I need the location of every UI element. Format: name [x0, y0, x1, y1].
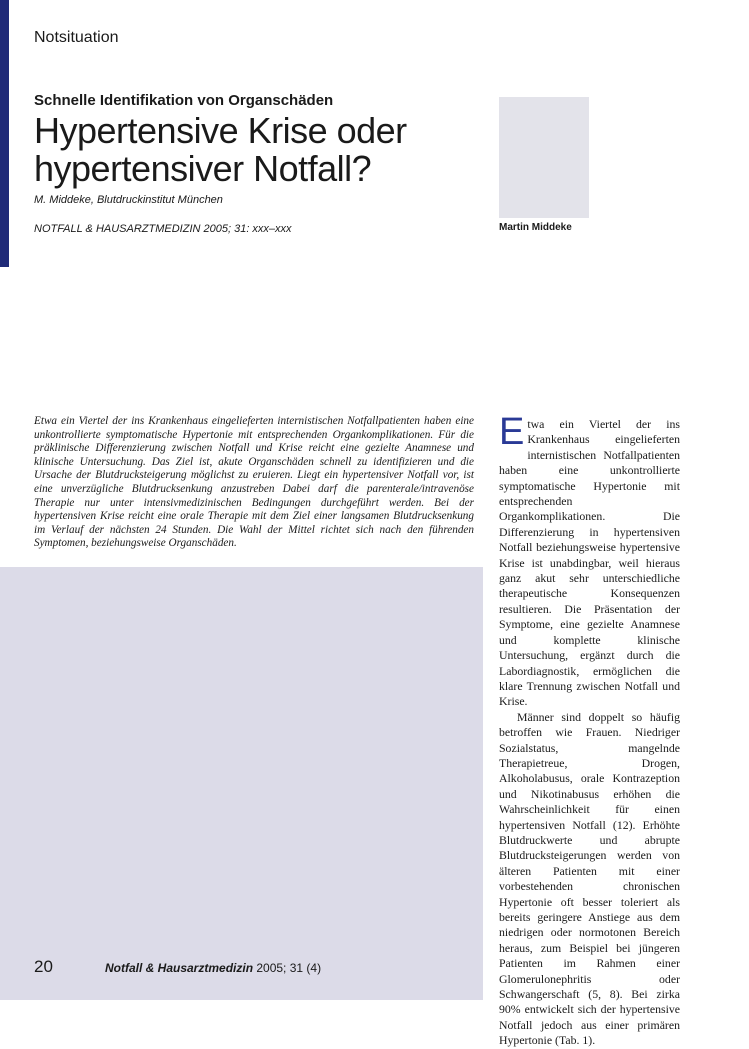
- body-paragraph-2: Männer sind doppelt so häufig betroffen wie Frauen. Niedriger Sozialstatus, mangelnde Therapietreue, Drogen, Alkoholabusus, orale Kontrazeption und Nikotinabusus erhöhen die Wahrscheinlichkeit für einen hypertensiven Notfall (12). Erhöhte Blutdruckwerte und abrupte Blutdrucksteigerungen werden von älteren Patienten mit einer vorbestehenden chronischen Hypertonie oft besser toleriert als bereits geringere Anstiege aus dem niedrigen oder normotonen Bereich heraus, zum Beispiel bei jüngeren Patienten im Rahmen einer Glomerulonephritis oder Schwangerschaft (5, 8). Bei zirka 90% entwickelt sich der hypertensive Notfall jedoch aus einer primären Hypertonie (Tab. 1).: [499, 709, 680, 1048]
- section-accent-bar: [0, 0, 9, 267]
- footer-issue: 2005; 31 (4): [253, 961, 322, 975]
- author-photo-placeholder: [499, 97, 589, 218]
- page-number: 20: [34, 957, 53, 976]
- drop-cap: E: [499, 411, 525, 453]
- author-line: M. Middeke, Blutdruckinstitut München: [34, 194, 223, 206]
- footer-journal: Notfall & Hausarztmedizin: [105, 961, 254, 975]
- article-title: Hypertensive Krise oder hypertensiver Notfall?: [34, 110, 407, 189]
- article-kicker: Schnelle Identifikation von Organschäden: [34, 92, 334, 109]
- shaded-panel: [0, 567, 483, 1000]
- section-label: Notsituation: [34, 29, 119, 46]
- abstract-text: Etwa ein Viertel der ins Krankenhaus eingelieferten internistischen Notfallpatienten haben eine unkontrollierte symptomatische Hypertonie mit entsprechenden Organkomplikationen. Für die präklinische Differenzierung zwischen Notfall und Krise reicht eine gezielte Anamnese und klinische Untersuchung. Das Ziel ist, akute Organschäden schnell zu identifizieren und die Ursache der Blutdrucksteigerung möglichst zu eruieren. Liegt ein hypertensiver Notfall vor, ist eine unverzügliche Blutdrucksenkung anzustreben Dabei darf die parenterale/intravenöse Therapie nur unter intensivmedizinischen Bedingungen durchgeführt werden. Bei der hypertensiven Krise reicht eine orale Therapie mit dem Ziel einer langsamen Blutdrucksenkung im Verlauf der nächsten 24 Stunden. Die Wahl der Mittel richtet sich nach den führenden Symptomen, beziehungsweise Organschäden.: [34, 415, 474, 550]
- body-column: [499, 411, 680, 1049]
- body-paragraph-1-text: twa ein Viertel der ins Krankenhaus eingelieferten internistischen Notfallpatienten haben eine unkontrollierte symptomatische Hypertonie mit entsprechenden Organkomplikationen. Die Differenzierung in hypertensiven Notfall beziehungsweise hypertensive Krise ist unabdingbar, weil hieraus ganz akut sehr unterschiedliche therapeutische Konsequenzen resultieren. Die Präsentation der Symptome, eine gezielte Anamnese und komplette klinische Untersuchung, ergänzt durch die Labordiagnostik, ermöglichen die klare Trennung zwischen Notfall und Krise.: [499, 417, 680, 709]
- body-paragraph-1: [499, 411, 680, 710]
- footer-citation: [105, 961, 321, 975]
- author-photo-caption: Martin Middeke: [499, 222, 572, 233]
- citation-line: NOTFALL & HAUSARZTMEDIZIN 2005; 31: xxx–xxx: [34, 223, 292, 235]
